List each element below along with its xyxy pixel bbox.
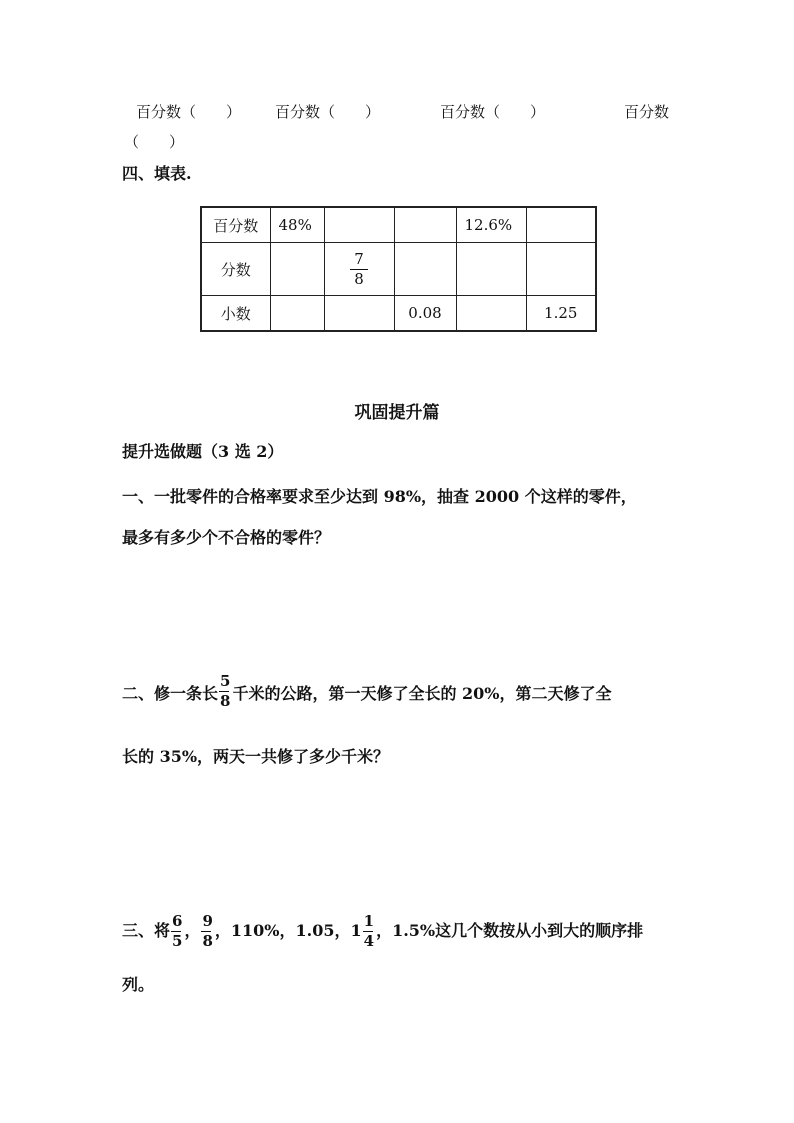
fraction-numerator: 9 (202, 912, 213, 930)
percent-blank-4-paren: （ ） (124, 133, 185, 151)
table-cell[interactable] (270, 296, 324, 332)
table-cell[interactable]: 1.25 (526, 296, 596, 332)
fraction-denominator: 8 (220, 692, 231, 710)
fill-in-table (200, 206, 597, 332)
table-cell[interactable] (270, 243, 324, 296)
percent-blank-3: 百分数（ ） (440, 103, 546, 121)
fraction-seven-eighths (350, 249, 368, 288)
table-cell-fraction[interactable] (324, 243, 394, 296)
question-3-sep: ， (184, 921, 201, 940)
table-cell[interactable] (394, 243, 456, 296)
fraction-denominator: 4 (363, 932, 375, 950)
percent-blank-4: 百分数 (624, 103, 670, 121)
question-1-line-2: 最多有多少个不合格的零件？ (122, 528, 331, 547)
fraction-nine-eighths (201, 914, 213, 949)
question-2-rest: 千米的公路，第一天修了全长的 20%，第二天修了全 (232, 684, 612, 703)
fraction-five-eighths (219, 674, 231, 709)
section-four-heading: 四、填表. (122, 164, 192, 183)
fraction-six-fifths (171, 914, 183, 949)
question-3-line-2: 列。 (122, 975, 155, 994)
table-cell[interactable] (324, 207, 394, 243)
row-label: 小数 (201, 296, 270, 332)
question-2-prefix: 二、修一条长 (122, 684, 219, 703)
table-cell[interactable] (526, 207, 596, 243)
row-label: 分数 (201, 243, 270, 296)
fraction-numerator: 6 (172, 912, 183, 930)
question-2-line-2: 长的 35%，两天一共修了多少千米？ (122, 747, 390, 766)
table-cell[interactable] (456, 243, 526, 296)
row-label: 百分数 (201, 207, 270, 243)
question-3-prefix: 三、将 (122, 921, 171, 940)
question-3-line-1 (122, 914, 643, 949)
question-3-rest: ，1.5%这几个数按从小到大的顺序排 (376, 921, 644, 940)
table-cell[interactable]: 48% (270, 207, 324, 243)
fraction-numerator: 5 (220, 672, 231, 690)
section-subtitle: 提升选做题（3 选 2） (122, 442, 284, 461)
table-row-decimal (201, 296, 596, 332)
table-cell[interactable]: 12.6% (456, 207, 526, 243)
question-1-line-1: 一、一批零件的合格率要求至少达到 98%，抽查 2000 个这样的零件， (122, 487, 637, 506)
fraction-denominator: 8 (354, 269, 364, 288)
table-cell[interactable] (456, 296, 526, 332)
table-cell[interactable] (526, 243, 596, 296)
table-row-fraction (201, 243, 596, 296)
fraction-numerator: 1 (363, 912, 375, 930)
table-cell[interactable] (324, 296, 394, 332)
percent-blank-1: 百分数（ ） (136, 103, 242, 121)
fraction-one-quarter (363, 914, 375, 949)
question-3-mid: ，110%，1.05，1 (214, 921, 362, 940)
section-title: 巩固提升篇 (354, 403, 440, 423)
table-row-percent (201, 207, 596, 243)
fraction-denominator: 8 (202, 932, 213, 950)
table-cell[interactable] (394, 207, 456, 243)
percent-blank-2: 百分数（ ） (275, 103, 381, 121)
fraction-denominator: 5 (172, 932, 183, 950)
fraction-numerator: 7 (354, 249, 364, 268)
table-cell[interactable]: 0.08 (394, 296, 456, 332)
question-2-line-1 (122, 672, 612, 710)
